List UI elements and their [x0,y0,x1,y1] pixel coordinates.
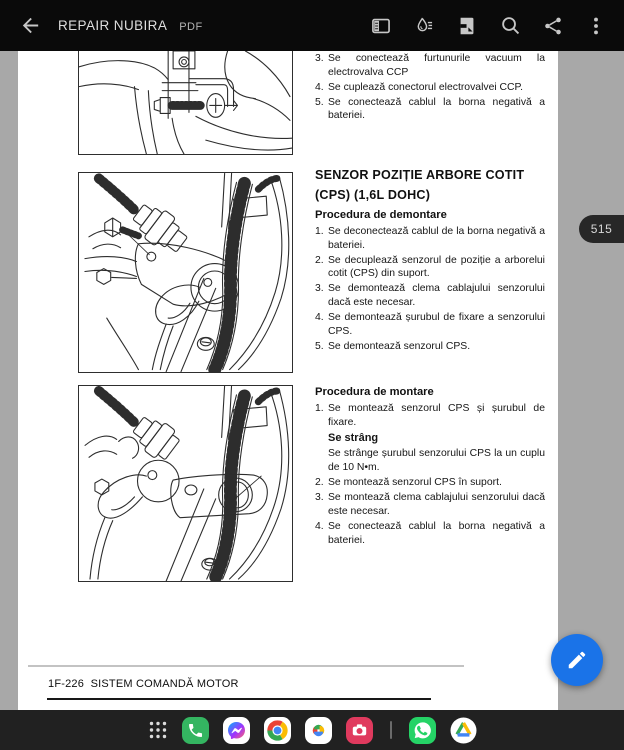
item-number: 3. [315,283,324,295]
overflow-menu-button[interactable] [584,14,608,38]
list-item [315,340,545,354]
item-number: 1. [315,403,324,414]
torque-heading: Se strâng [328,432,379,445]
drive-app-icon[interactable] [450,717,477,744]
document-title: REPAIR NUBIRA [58,18,168,33]
figure-cps-installed [78,172,293,373]
item-number: 5. [315,96,324,108]
figure-ccp-valve [78,51,293,155]
torque-text: Se strânge șurubul senzorului CPS la un cuplu de 10 N•m. [328,448,545,473]
title-group [58,18,369,33]
item-number: 4. [315,521,324,533]
ink-annotation-button[interactable] [412,14,436,38]
messenger-app-icon[interactable] [223,717,250,744]
whatsapp-app-icon[interactable] [409,717,436,744]
file-format-label: PDF [179,21,203,33]
list-item [315,254,545,281]
removal-heading: Procedura de demontare [315,209,447,221]
photos-app-icon[interactable] [305,717,332,744]
back-button[interactable] [16,12,44,40]
ink-drop-icon [413,15,435,37]
item-text: Se montează senzorul CPS în suport. [328,477,502,489]
page-number-badge[interactable]: 515 [579,215,624,243]
list-item [315,282,545,309]
item-text: Se decuplează senzorul de poziție a arborelui cotit (CPS) din suport. [328,254,545,280]
pdf-app-bar [0,0,624,51]
list-item [315,81,545,95]
ccp-install-steps [315,52,545,124]
item-number: 5. [315,340,324,352]
list-item [315,402,545,429]
item-number: 3. [315,492,324,504]
item-number: 1. [315,226,324,237]
item-text: Se deconectează cablul de la borna negativă a bateriei. [328,226,545,251]
cps-install-section [315,382,545,549]
share-button[interactable] [541,14,565,38]
app-bar-actions [369,14,608,38]
taskbar-divider [390,721,392,739]
pdf-page [18,51,558,710]
item-number: 4. [315,81,324,93]
search-icon [499,14,522,37]
item-text: Se conectează cablul la borna negativă a bateriei. [328,521,545,546]
figure-cps-removed [78,385,293,582]
app-drawer-button[interactable] [148,720,168,740]
phone-app-icon[interactable] [182,717,209,744]
item-text: Se demontează șurubul de fixare a senzorului CPS. [328,312,545,337]
pdf-canvas [0,51,624,710]
chrome-app-icon[interactable] [264,717,291,744]
item-number: 2. [315,254,324,266]
page-view-icon [456,15,478,37]
camera-app-icon[interactable] [346,717,373,744]
thumbnail-panel-button[interactable] [369,14,393,38]
thumbnail-panel-icon [370,15,392,37]
page-view-mode-button[interactable] [455,14,479,38]
item-text: Se conectează furtunurile vacuum la electrovalva CCP [328,53,545,78]
list-item [315,96,545,123]
cps-installed-drawing [79,173,292,372]
item-number: 4. [315,312,324,324]
more-options-icon [585,15,607,37]
cps-removed-drawing [79,386,292,581]
list-item [315,225,545,252]
pencil-icon [566,649,588,671]
taskbar [0,710,624,750]
edit-fab[interactable] [551,634,603,686]
list-item [315,476,545,490]
torque-note [328,431,545,474]
install-heading: Procedura de montare [315,386,434,398]
item-number: 2. [315,477,324,489]
item-text: Se demontează clema cablajului senzorului dacă este necesar. [328,283,545,308]
ccp-valve-drawing [79,51,292,154]
share-icon [542,15,564,37]
section-title-line2: (CPS) (1,6L DOHC) [315,187,431,202]
item-text: Se cuplează conectorul electrovalvei CCP. [328,81,524,93]
list-item [315,520,545,547]
item-text: Se conectează cablul la borna negativă a bateriei. [328,96,545,122]
page-divider-line [28,665,464,667]
section-title-line1: SENZOR POZIȚIE ARBORE COTIT [315,168,525,182]
list-item [315,311,545,338]
cps-removal-section [315,166,545,355]
page-footer-rule [47,698,431,700]
list-item [315,491,545,518]
item-text: Se montează senzorul CPS și șurubul de fixare. [328,403,545,428]
list-item [315,52,545,79]
page-footer-text: 1F-226 SISTEM COMANDĂ MOTOR [48,678,239,690]
item-text: Se montează clema cablajului senzorului dacă este necesar. [328,492,545,518]
back-arrow-icon [19,14,42,37]
item-text: Se demontează senzorul CPS. [328,340,471,352]
item-number: 3. [315,53,324,64]
search-button[interactable] [498,14,522,38]
